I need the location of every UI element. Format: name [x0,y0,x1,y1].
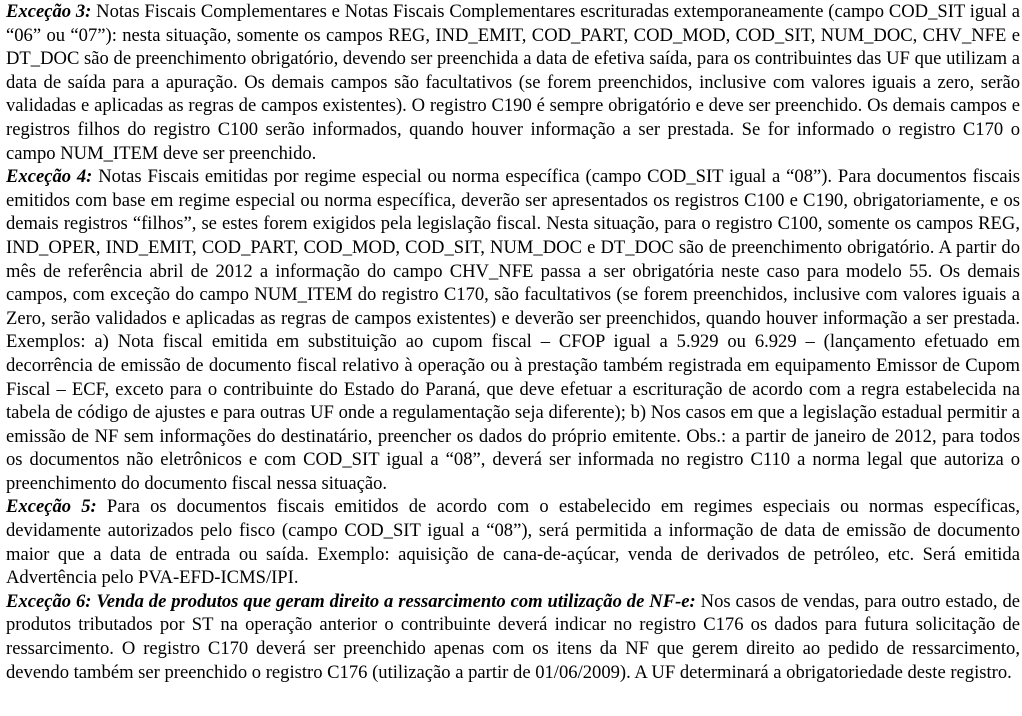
paragraph-text: Nos casos de vendas, para outro estado, de produtos tributados por ST na operação anterior o contribuinte deverá indicar no registro C176 os dados para futura solicitação de ressarcimento. O registro C170 deverá ser preenchido apenas com os itens da NF que gerem direito ao pedido de ressarcimento, devendo também ser preenchido o registro C176 (utilização a partir de 01/06/2009). A UF determinará a obrigatoriedade deste registro. [6,590,1020,683]
paragraph-excecao-5 [6,495,1020,589]
paragraph-excecao-3 [6,0,1020,165]
paragraph-excecao-6 [6,590,1020,684]
paragraph-text: Para os documentos fiscais emitidos de acordo com o estabelecido em regimes especiais ou normas específicas, devidamente autorizados pelo fisco (campo COD_SIT igual a “08”), será permitida a informação de data de emissão de documento maior que a data de entrada ou saída. Exemplo: aquisição de cana-de-açúcar, venda de derivados de petróleo, etc. Será emitida Advertência pelo PVA-EFD-ICMS/IPI. [6,496,1020,589]
paragraph-label: Exceção 3: [6,1,92,22]
paragraph-label: Exceção 5: [6,496,97,518]
paragraph-text: Notas Fiscais Complementares e Notas Fiscais Complementares escrituradas extemporaneamente (campo COD_SIT igual a “06” ou “07”): nesta situação, somente os campos REG, IND_EMIT, COD_PART, COD_MOD, COD_SIT, NUM_DOC, CHV_NFE e DT_DOC são de preenchimento obrigatório, devendo ser preenchida a data de efetiva saída, para os contribuintes das UF que utilizam a data de saída para a apuração. Os demais campos são facultativos (se forem preenchidos, inclusive com valores iguais a zero, serão validadas e aplicadas as regras de campos existentes). O registro C190 é sempre obrigatório e deve ser preenchido. Os demais campos e registros filhos do registro C100 serão informados, quando houver informação a ser prestada. Se for informado o registro C170 o campo NUM_ITEM deve ser preenchido. [6,1,1020,164]
paragraph-excecao-4 [6,165,1020,495]
paragraph-label: Exceção 4: [6,166,93,188]
paragraph-text: Notas Fiscais emitidas por regime especial ou norma específica (campo COD_SIT igual a “08”). Para documentos fiscais emitidos com base em regime especial ou norma específica, deverão ser apresentados os registros C100 e C190, obrigatoriamente, e os demais registros “filhos”, se estes forem exigidos pela legislação fiscal. Nesta situação, para o registro C100, somente os campos REG, IND_OPER, IND_EMIT, COD_PART, COD_MOD, COD_SIT, NUM_DOC e DT_DOC são de preenchimento obrigatório. A partir do mês de referência abril de 2012 a informação do campo CHV_NFE passa a ser obrigatória neste caso para modelo 55. Os demais campos, com exceção do campo NUM_ITEM do registro C170, são facultativos (se forem preenchidos, inclusive com valores iguais a Zero, serão validados e aplicadas as regras de campos existentes) e deverão ser preenchidos, quando houver informação a ser prestada. Exemplos: a) Nota fiscal emitida em substituição ao cupom fiscal – CFOP igual a 5.929 ou 6.929 – (lançamento efetuado em decorrência de emissão de documento fiscal relativo à operação ou à prestação também registrada em equipamento Emissor de Cupom Fiscal – ECF, exceto para o contribuinte do Estado do Paraná, que deve efetuar a escrituração de acordo com a regra estabelecida na tabela de código de ajustes e para outras UF onde a regulamentação seja diferente); b) Nos casos em que a legislação estadual permitir a emissão de NF sem informações do destinatário, preencher os dados do próprio emitente. Obs.: a partir de janeiro de 2012, para todos os documentos não eletrônicos e com COD_SIT igual a “08”, deverá ser informada no registro C110 a norma legal que autoriza o preenchimento do documento fiscal nessa situação. [6,166,1020,494]
paragraph-label: Exceção 6: Venda de produtos que geram direito a ressarcimento com utilização de NF-e: [6,590,696,612]
